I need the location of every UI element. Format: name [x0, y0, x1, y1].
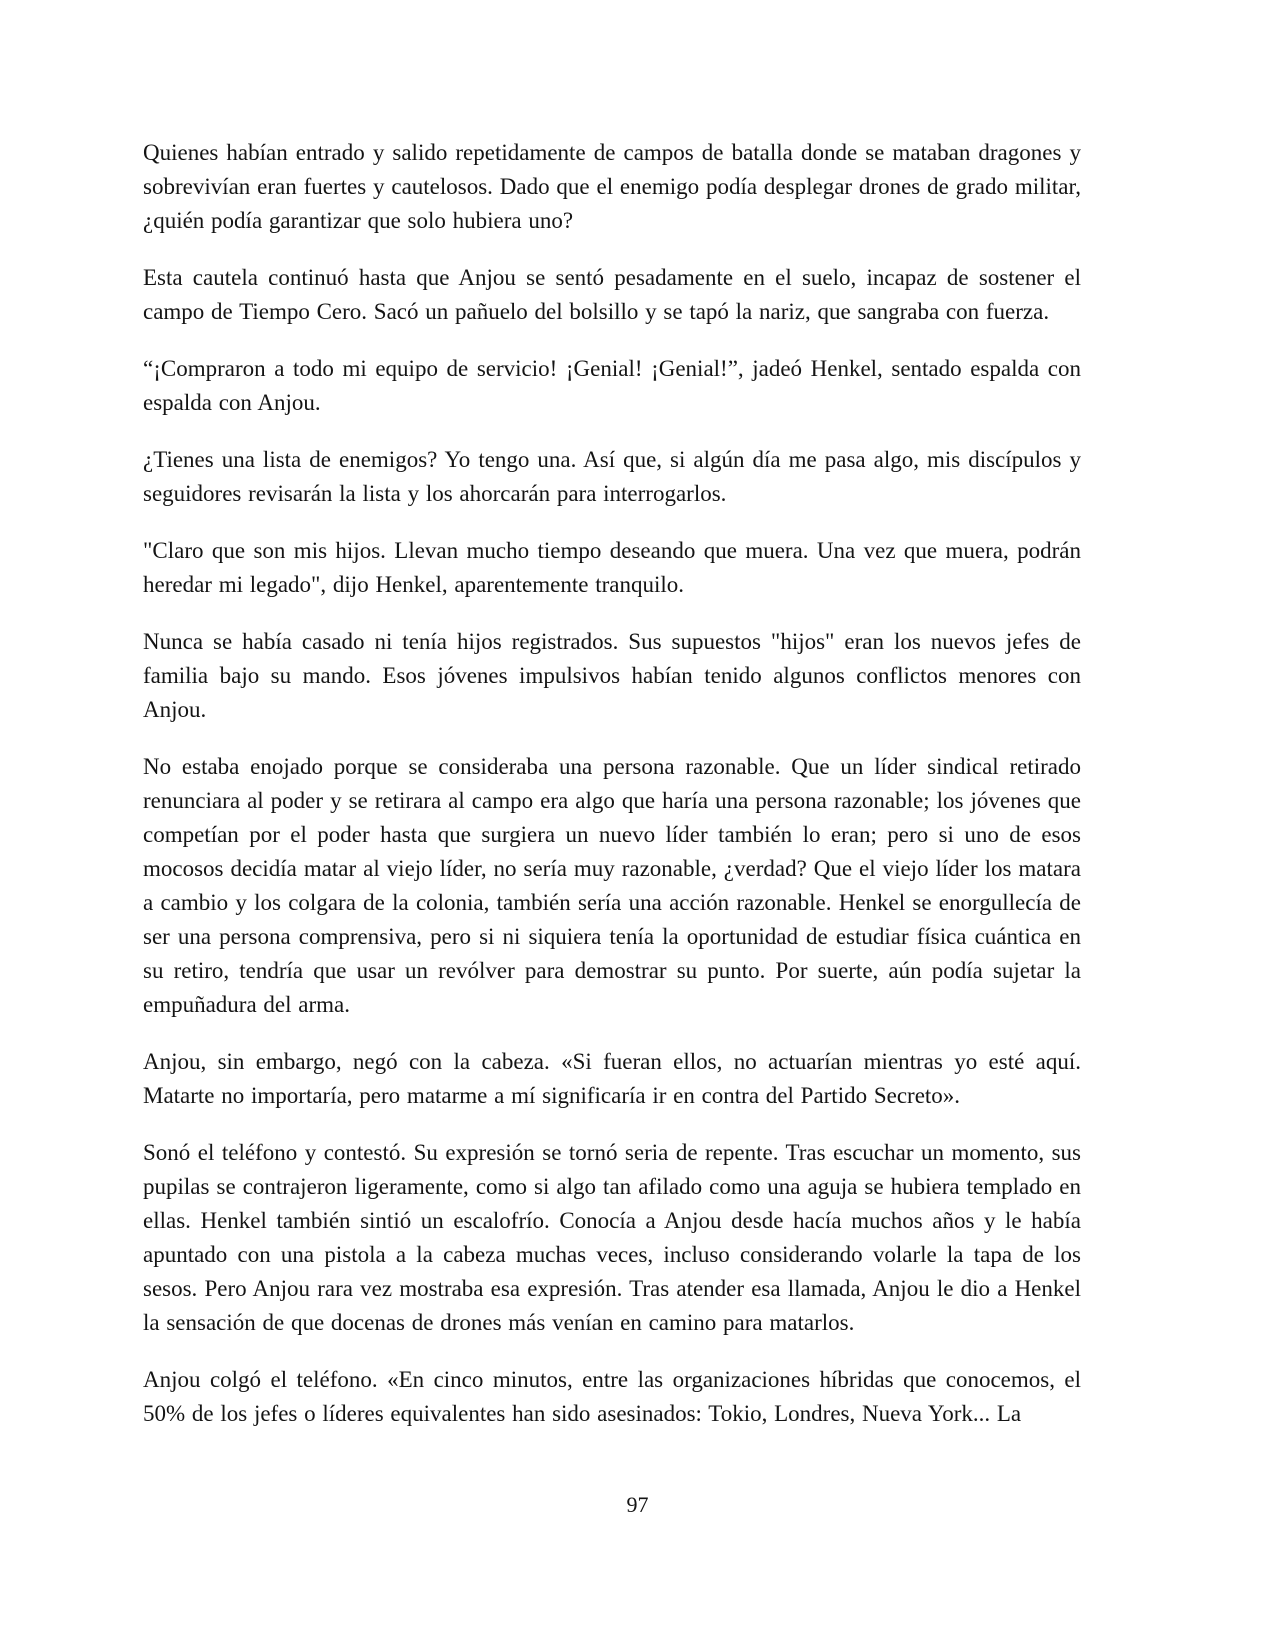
paragraph: Sonó el teléfono y contestó. Su expresión se tornó seria de repente. Tras escuchar un momento, sus pupilas se contrajeron ligeramente, como si algo tan afilado como una aguja se hubiera templado en ellas. Henkel también sintió un escalofrío. Conocía a Anjou desde hacía muchos años y le había apuntado con una pistola a la cabeza muchas veces, incluso considerando volarle la tapa de los sesos. Pero Anjou rara vez mostraba esa expresión. Tras atender esa llamada, Anjou le dio a Henkel la sensación de que docenas de drones más venían en camino para matarlos. [143, 1140, 1081, 1335]
page-body-text [143, 136, 1081, 1454]
paragraph: Anjou colgó el teléfono. «En cinco minutos, entre las organizaciones híbridas que conocemos, el 50% de los jefes o líderes equivalentes han sido asesinados: Tokio, Londres, Nueva York... La [143, 1367, 1081, 1426]
paragraph: Nunca se había casado ni tenía hijos registrados. Sus supuestos "hijos" eran los nuevos jefes de familia bajo su mando. Esos jóvenes impulsivos habían tenido algunos conflictos menores con Anjou. [143, 629, 1081, 722]
paragraph: Esta cautela continuó hasta que Anjou se sentó pesadamente en el suelo, incapaz de sostener el campo de Tiempo Cero. Sacó un pañuelo del bolsillo y se tapó la nariz, que sangraba con fuerza. [143, 265, 1081, 324]
paragraph: "Claro que son mis hijos. Llevan mucho tiempo deseando que muera. Una vez que muera, podrán heredar mi legado", dijo Henkel, aparentemente tranquilo. [143, 538, 1081, 597]
paragraph: Quienes habían entrado y salido repetidamente de campos de batalla donde se mataban dragones y sobrevivían eran fuertes y cautelosos. Dado que el enemigo podía desplegar drones de grado militar, ¿quién podía garantizar que solo hubiera uno? [143, 140, 1081, 233]
paragraph: No estaba enojado porque se consideraba una persona razonable. Que un líder sindical retirado renunciara al poder y se retirara al campo era algo que haría una persona razonable; los jóvenes que competían por el poder hasta que surgiera un nuevo líder también lo eran; pero si uno de esos mocosos decidía matar al viejo líder, no sería muy razonable, ¿verdad? Que el viejo líder los matara a cambio y los colgara de la colonia, también sería una acción razonable. Henkel se enorgullecía de ser una persona comprensiva, pero si ni siquiera tenía la oportunidad de estudiar física cuántica en su retiro, tendría que usar un revólver para demostrar su punto. Por suerte, aún podía sujetar la empuñadura del arma. [143, 754, 1081, 1017]
paragraph: “¡Compraron a todo mi equipo de servicio! ¡Genial! ¡Genial!”, jadeó Henkel, sentado espalda con espalda con Anjou. [143, 356, 1081, 415]
page-number: 97 [626, 1492, 649, 1517]
paragraph: Anjou, sin embargo, negó con la cabeza. «Si fueran ellos, no actuarían mientras yo esté aquí. Matarte no importaría, pero matarme a mí significaría ir en contra del Partido Secreto». [143, 1049, 1081, 1108]
paragraph: ¿Tienes una lista de enemigos? Yo tengo una. Así que, si algún día me pasa algo, mis discípulos y seguidores revisarán la lista y los ahorcarán para interrogarlos. [143, 447, 1081, 506]
